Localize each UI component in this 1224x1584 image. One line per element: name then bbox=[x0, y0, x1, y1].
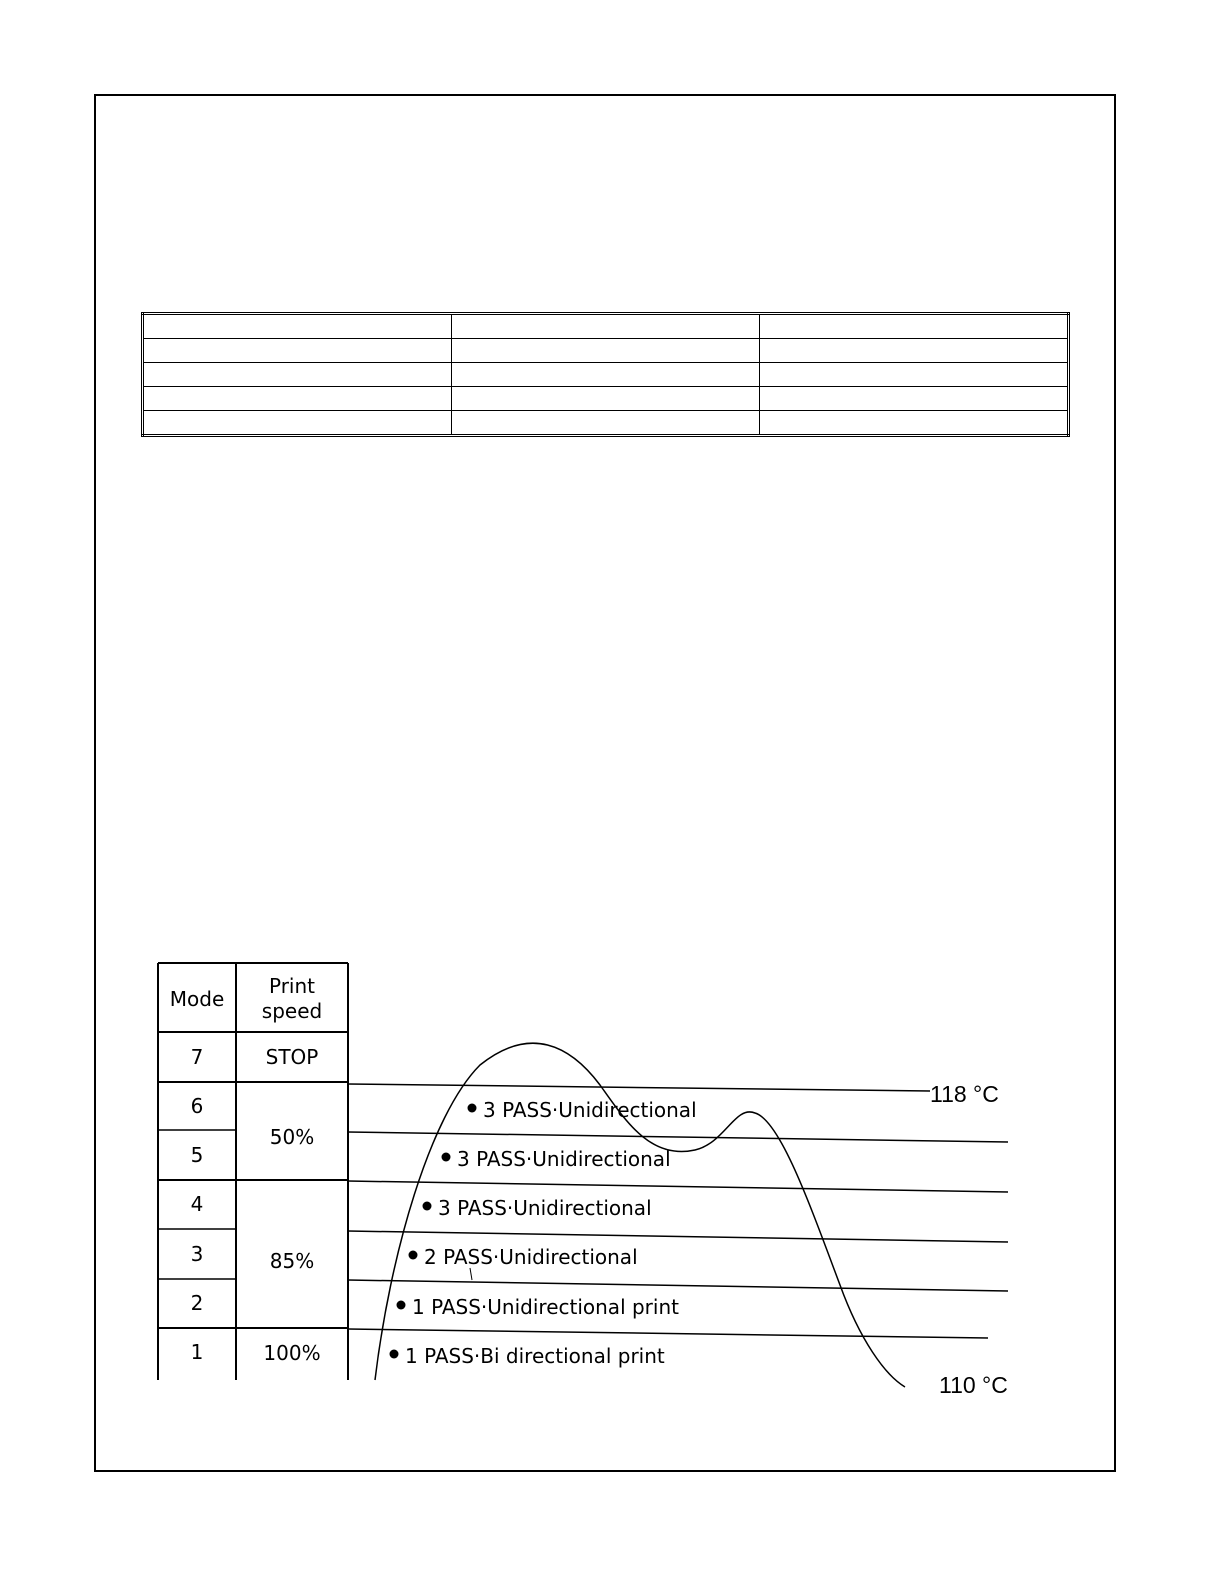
pass-label-mode2: 1 PASS·Unidirectional print bbox=[412, 1295, 679, 1319]
pass-label-mode6: 3 PASS·Unidirectional bbox=[483, 1098, 697, 1122]
speed-100: 100% bbox=[263, 1341, 321, 1365]
pass-label-mode1: 1 PASS·Bi directional print bbox=[405, 1344, 665, 1368]
pass-label-mode5: 3 PASS·Unidirectional bbox=[457, 1147, 671, 1171]
pass-label-mode4: 3 PASS·Unidirectional bbox=[438, 1196, 652, 1220]
bullet-icon bbox=[468, 1104, 477, 1113]
table-row bbox=[143, 411, 1069, 436]
tick-mark bbox=[470, 1268, 472, 1280]
speed-85: 85% bbox=[269, 1249, 315, 1273]
speed-stop: STOP bbox=[265, 1045, 319, 1069]
header-mode: Mode bbox=[169, 987, 225, 1011]
temperature-low: 110 °C bbox=[939, 1372, 1008, 1395]
bullet-icon bbox=[409, 1251, 418, 1260]
header-print-speed-line2: speed bbox=[261, 999, 323, 1023]
mode-5: 5 bbox=[190, 1143, 204, 1167]
mode-4: 4 bbox=[190, 1192, 204, 1216]
mode-table bbox=[158, 963, 348, 1380]
threshold-line bbox=[348, 1231, 1008, 1242]
table-row bbox=[143, 314, 1069, 339]
bullet-icon bbox=[390, 1350, 399, 1359]
table-row bbox=[143, 387, 1069, 411]
mode-1: 1 bbox=[190, 1340, 204, 1364]
table-row bbox=[143, 363, 1069, 387]
header-print-speed-line1: Print bbox=[268, 974, 316, 998]
mode-3: 3 bbox=[190, 1242, 204, 1266]
threshold-line bbox=[348, 1132, 1008, 1142]
mode-6: 6 bbox=[190, 1094, 204, 1118]
bullet-icon bbox=[397, 1301, 406, 1310]
bullet-icon bbox=[442, 1153, 451, 1162]
threshold-line bbox=[348, 1181, 1008, 1192]
threshold-line-118 bbox=[348, 1084, 930, 1091]
speed-50: 50% bbox=[269, 1125, 315, 1149]
pass-label-mode3: 2 PASS·Unidirectional bbox=[424, 1245, 638, 1269]
mode-2: 2 bbox=[190, 1291, 204, 1315]
temperature-high: 118 °C bbox=[930, 1081, 999, 1107]
bullet-icon bbox=[423, 1202, 432, 1211]
threshold-line bbox=[348, 1280, 1008, 1291]
temperature-mode-diagram bbox=[150, 955, 1020, 1395]
mode-7: 7 bbox=[190, 1045, 204, 1069]
table-row bbox=[143, 339, 1069, 363]
threshold-line bbox=[348, 1329, 988, 1338]
empty-table bbox=[141, 312, 1070, 437]
